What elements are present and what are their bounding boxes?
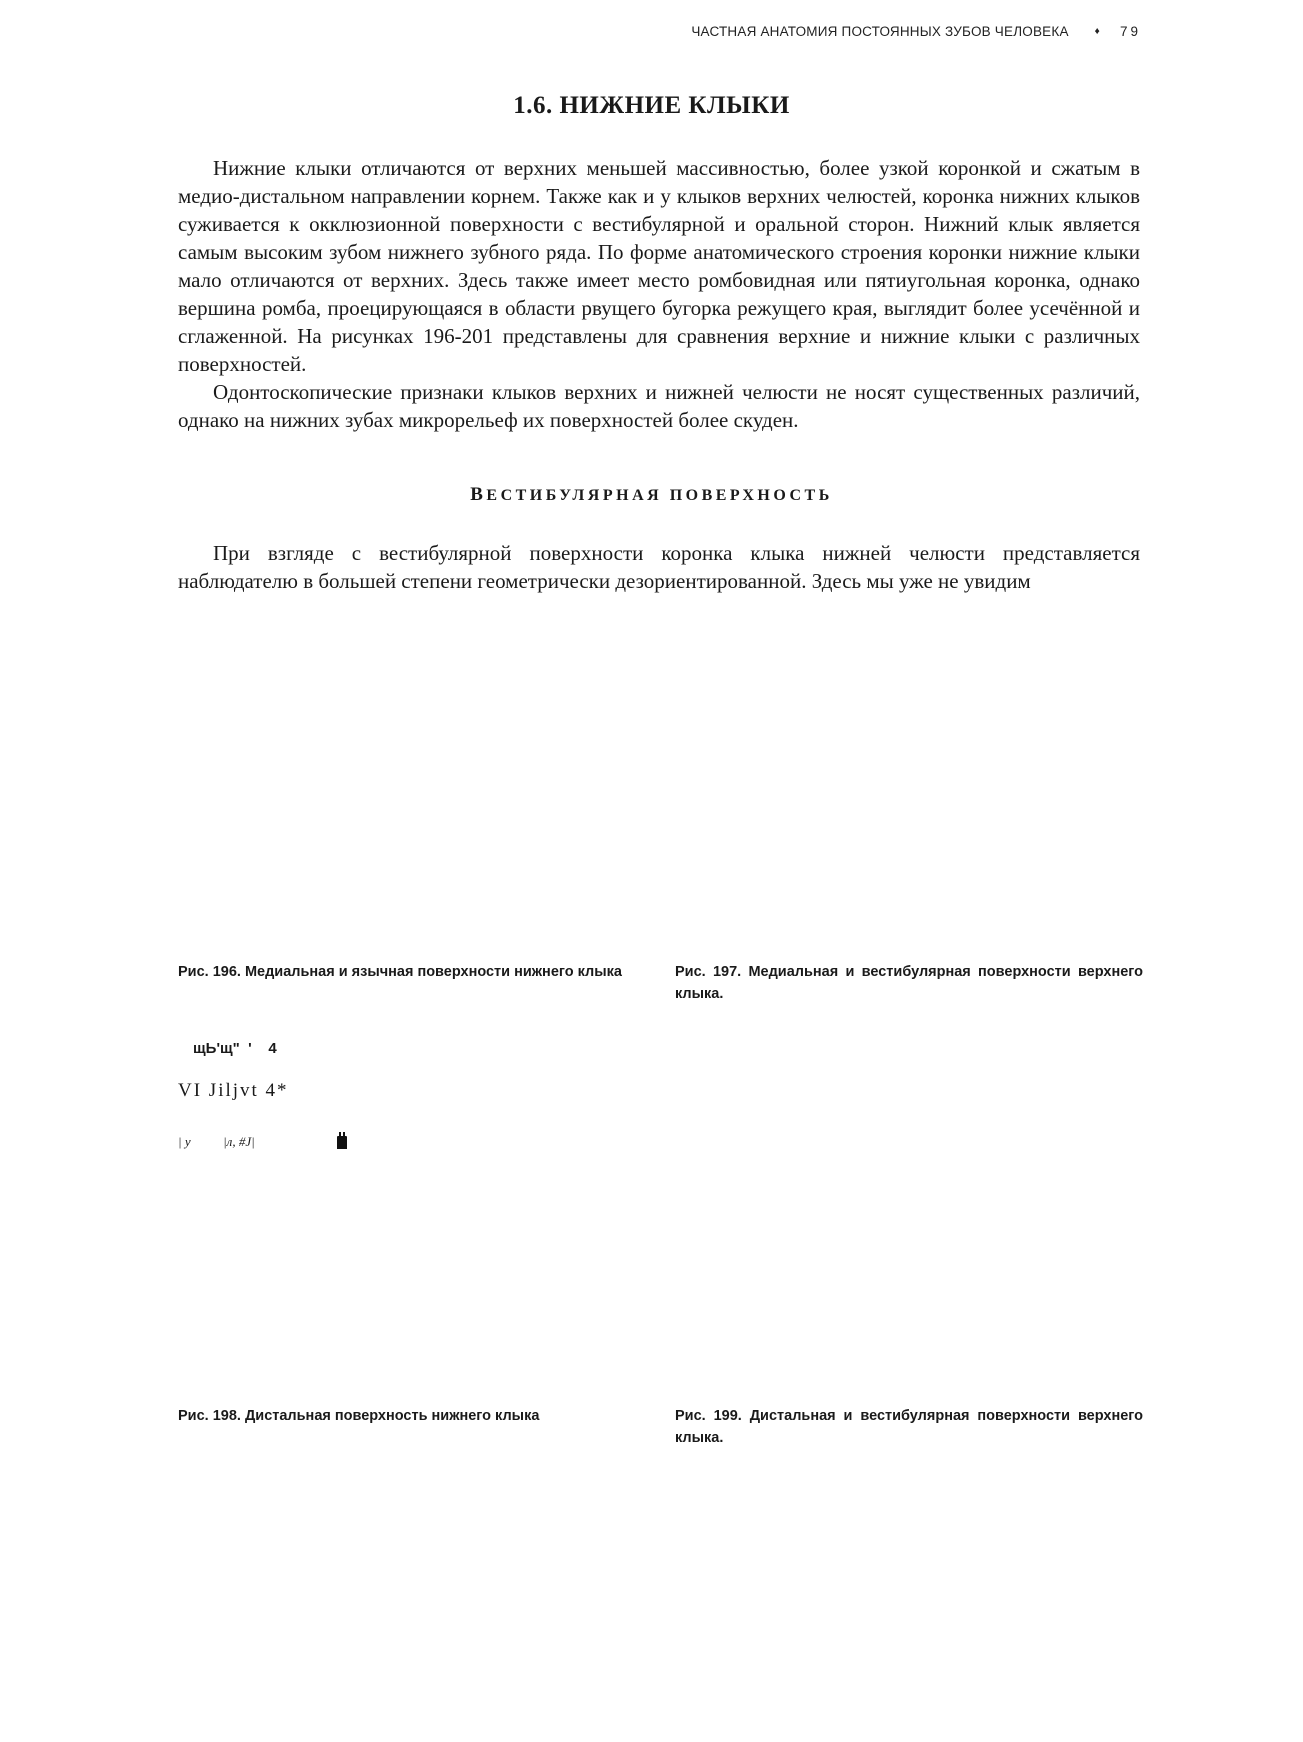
ocr-artifact-line-2: VI Jiljvt 4* bbox=[178, 1080, 289, 1101]
figure-caption-198: Рис. 198. Дистальная поверхность нижнего клыка bbox=[178, 1408, 540, 1424]
section-heading-initial: В bbox=[470, 484, 487, 505]
intro-paragraph-2: Одонтоскопические признаки клыков верхних и нижней челюсти не носят существенных различий, однако на нижних зубах микрорельеф их поверхностей более скуден. bbox=[178, 380, 1140, 432]
running-head bbox=[691, 24, 1141, 39]
ocr-artifact-line-1: щЬ'щ" ' 4 bbox=[193, 1040, 277, 1057]
figure-caption-196: Рис. 196. Медиальная и язычная поверхности нижнего клыка bbox=[178, 964, 622, 980]
ink-blot-icon bbox=[337, 1136, 347, 1149]
vestibular-paragraph: При взгляде с вестибулярной поверхности коронка клыка нижней челюсти представляется наблюдателю в большей степени геометрически дезориентированной. Здесь мы уже не увидим bbox=[178, 541, 1140, 593]
page-number: 79 bbox=[1119, 24, 1141, 39]
ocr-artifact-line-3: | у |л, #J| bbox=[178, 1134, 255, 1149]
figure-caption-199: Рис. 199. Дистальная и вестибулярная поверхности верхнего клыка. bbox=[675, 1408, 1143, 1446]
intro-paragraph-1: Нижние клыки отличаются от верхних меньшей массивностью, более узкой коронкой и сжатым в медио-дистальном направлении корнем. Также как и у клыков верхних челюстей, коронка нижних клыков суживается к окклюзионной поверхности с вестибулярной и оральной сторон. Нижний клык является самым высоким зубом нижнего зубного ряда. По форме анатомического строения коронки нижние клыки мало отличаются от верхних. Здесь также имеет место ромбовидная или пятиугольная коронка, однако вершина ромба, проецирующаяся в области рвущего бугорка режущего края, выглядит более усечённой и сглаженной. На рисунках 196-201 представлены для сравнения верхние и нижние клыки с различных поверхностей. bbox=[178, 156, 1140, 376]
intro-text bbox=[178, 154, 1140, 434]
diamond-separator-icon: ♦ bbox=[1094, 26, 1100, 37]
vestibular-text bbox=[178, 539, 1140, 595]
section-heading-rest: ЕСТИБУЛЯРНАЯ ПОВЕРХНОСТЬ bbox=[486, 487, 833, 504]
figure-caption-197: Рис. 197. Медиальная и вестибулярная поверхности верхнего клыка. bbox=[675, 964, 1143, 1002]
chapter-title: 1.6. НИЖНИЕ КЛЫКИ bbox=[513, 92, 790, 119]
section-heading bbox=[0, 484, 1303, 506]
running-title: ЧАСТНАЯ АНАТОМИЯ ПОСТОЯННЫХ ЗУБОВ ЧЕЛОВЕКА bbox=[691, 24, 1069, 39]
